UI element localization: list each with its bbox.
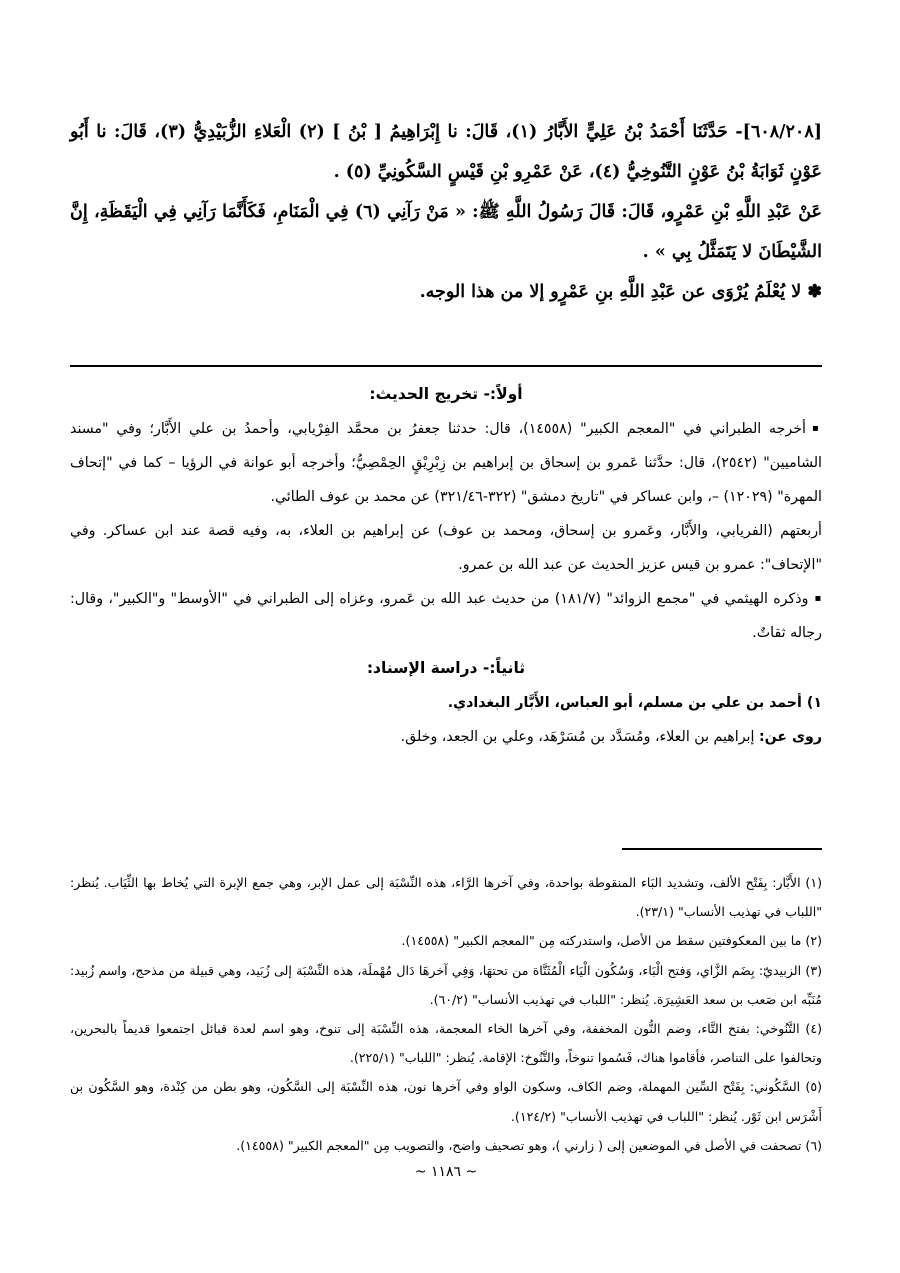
footnote-3: (٣) الزبيديّ: بِضَم الزَّاي، وَفتح الْبَاء، وَسُكُون الْيَاء الْمُثَنَّاة من تحتهَا، وَفِي آخرهَا دَال مُهْملَة، هذه النِّسْبَة إلى زُبَيد، وهي قبيلة من مذحج، واسم زُبيد: مُنَبِّه ابن صَعب بن سعد العَشِيرَة. يُنظر: "اللباب في تهذيب الأنساب" (٦٠/٢). <box>70 962 822 1007</box>
commentary-block <box>70 376 822 754</box>
section-heading-isnad: ثانياً:- دراسة الإسناد: <box>366 659 526 677</box>
document-page <box>70 0 822 1273</box>
footnote-divider <box>622 848 822 850</box>
hadith-text-block <box>70 112 822 312</box>
footnote-2: (٢) ما بين المعكوفتين سقط من الأصل، واستدركته مِن "المعجم الكبير" (١٤٥٥٨). <box>401 933 822 949</box>
narrator-title: ١) أحمد بن علي بن مسلم، أبو العباس، الأَبَّار البغدادي. <box>447 695 822 711</box>
footnote-5: (٥) السَّكُوني: بِفَتْح السِّين المهملة، وضم الكاف، وسكون الواو وفي آخرها نون، هذه النِّسْبَة إلى السَّكُون، وهو بطن من كِنْدة، وهو السَّكُون بن أَشْرَس ابن ثَوْر. يُنظر: "اللباب في تهذيب الأنساب" (١٢٤/٢). <box>70 1079 822 1124</box>
hadith-remark: ✽ لا يُعْلَمُ يُرْوَى عن عَبْدِ اللَّهِ بنِ عَمْرٍو إلا من هذا الوجه. <box>419 282 822 302</box>
section-heading-takhrij: أولاً:- تخريج الحديث: <box>369 385 523 403</box>
takhrij-paragraph-1 <box>70 412 822 514</box>
hadith-matn: عَنْ عَبْدِ اللَّهِ بْنِ عَمْرٍو، قَالَ: قَالَ رَسُولُ اللَّهِ ﷺ: « مَنْ رَآنِي (٦) فِي الْمَنَامِ، فَكَأَنَّمَا رَآنِي فِي الْيَقَظَةِ، إِنَّ الشَّيْطَانَ لا يَتَمَثَّلُ بِي » . <box>70 202 822 262</box>
footnotes-block <box>70 868 822 1160</box>
section-divider <box>70 365 822 367</box>
narrated-from-label: روى عن: <box>758 729 822 745</box>
footnote-4: (٤) التَّنُوخي: بفتح التَّاء، وضم النُّون المخففة، وفي آخرها الخاء المعجمة، هذه النِّسْبَة إلى تنوخ، وهو اسم لعدة قبائل اجتمعوا قديماً بالبحرين، وتحالفوا على التناصر، فأقاموا هناك، فَسُموا تنوخاً، والتَّنُوخ: الإقامة. يُنظر: "اللباب" (٢٢٥/١). <box>70 1021 822 1066</box>
bullet-icon: ▪ <box>811 423 822 434</box>
bullet-icon: ▪ <box>814 593 822 604</box>
hadith-isnad: [٦٠٨/٢٠٨]- حَدَّثَنَا أَحْمَدُ بْنُ عَلِيٍّ الأَبَّارُ (١)، قَالَ: نا إِبْرَاهِيمُ [ بْنُ ] (٢) الْعَلاءِ الزُّبَيْدِيُّ (٣)، قَالَ: نا أَبُو عَوْنٍ ثَوَابَةُ بْنُ عَوْنٍ التَّنُوخِيُّ (٤)، عَنْ عَمْرِو بْنِ قَيْسٍ السَّكُونِيِّ (٥) . <box>70 122 823 182</box>
takhrij-paragraph-2: أربعتهم (الفريابي، والأَبَّار، وعَمرو بن إسحاق، ومحمد بن عوف) عن إبراهيم بن العلاء، به، وفيه قصة عند ابن عساكر. وفي "الإتحاف": عمرو بن قيس عزيز الحديث عن عبد الله بن عمرو. <box>70 523 822 573</box>
takhrij-paragraph-1-text: أخرجه الطبراني في "المعجم الكبير" (١٤٥٥٨)، قال: حدثنا جعفرُ بن محمَّد الفِرْيابي، وأحمدُ بن علي الأَبَّار؛ وفي "مسند الشاميين" (٢٥٤٢)، قال: حدَّثنا عَمرو بن إسحاق بن إبراهيم بن زِبْرِيْقٍ الحِمْصِيُّ؛ وأخرجه أبو عوانة في الرؤيا – كما في "إتحاف المهرة" (١٢٠٢٩) –، وابن عساكر في "تاريخ دمشق" (٣٢٢-٣٢١/٤٦) عن محمد بن عوف الطائي. <box>70 421 822 505</box>
narrated-from <box>70 720 822 754</box>
takhrij-paragraph-3-text: وذكره الهيثمي في "مجمع الزوائد" (١٨١/٧) من حديث عبد الله بن عَمرو، وعزاه إلى الطبراني في "الأوسط" و"الكبير"، وقال: رجاله ثقاتٌ. <box>70 591 822 641</box>
footnote-6: (٦) تصحفت في الأصل في الموضعين إلى ( زارني )، وهو تصحيف واضح، والتصويب مِن "المعجم الكبير" (١٤٥٥٨). <box>236 1137 822 1153</box>
takhrij-paragraph-3 <box>70 582 822 650</box>
page-number: ~ ١١٨٦ ~ <box>414 1164 478 1180</box>
narrated-from-text: إبراهيم بن العلاء، ومُسَدَّد بن مُسَرْهَد، وعلي بن الجعد، وخلق. <box>400 729 759 745</box>
footnote-1: (١) الأَبَّار: بِفَتْح الألف، وتشديد البَاء المنقوطة بواحدة، وفي آخرها الرَّاء، هذه النِّسْبَة إلى عمل الإبر، وهي جمع الإبرة التي يُخاط بها الثِّيَاب. يُنظر: "اللباب في تهذيب الأنساب" (٢٣/١). <box>70 875 822 920</box>
